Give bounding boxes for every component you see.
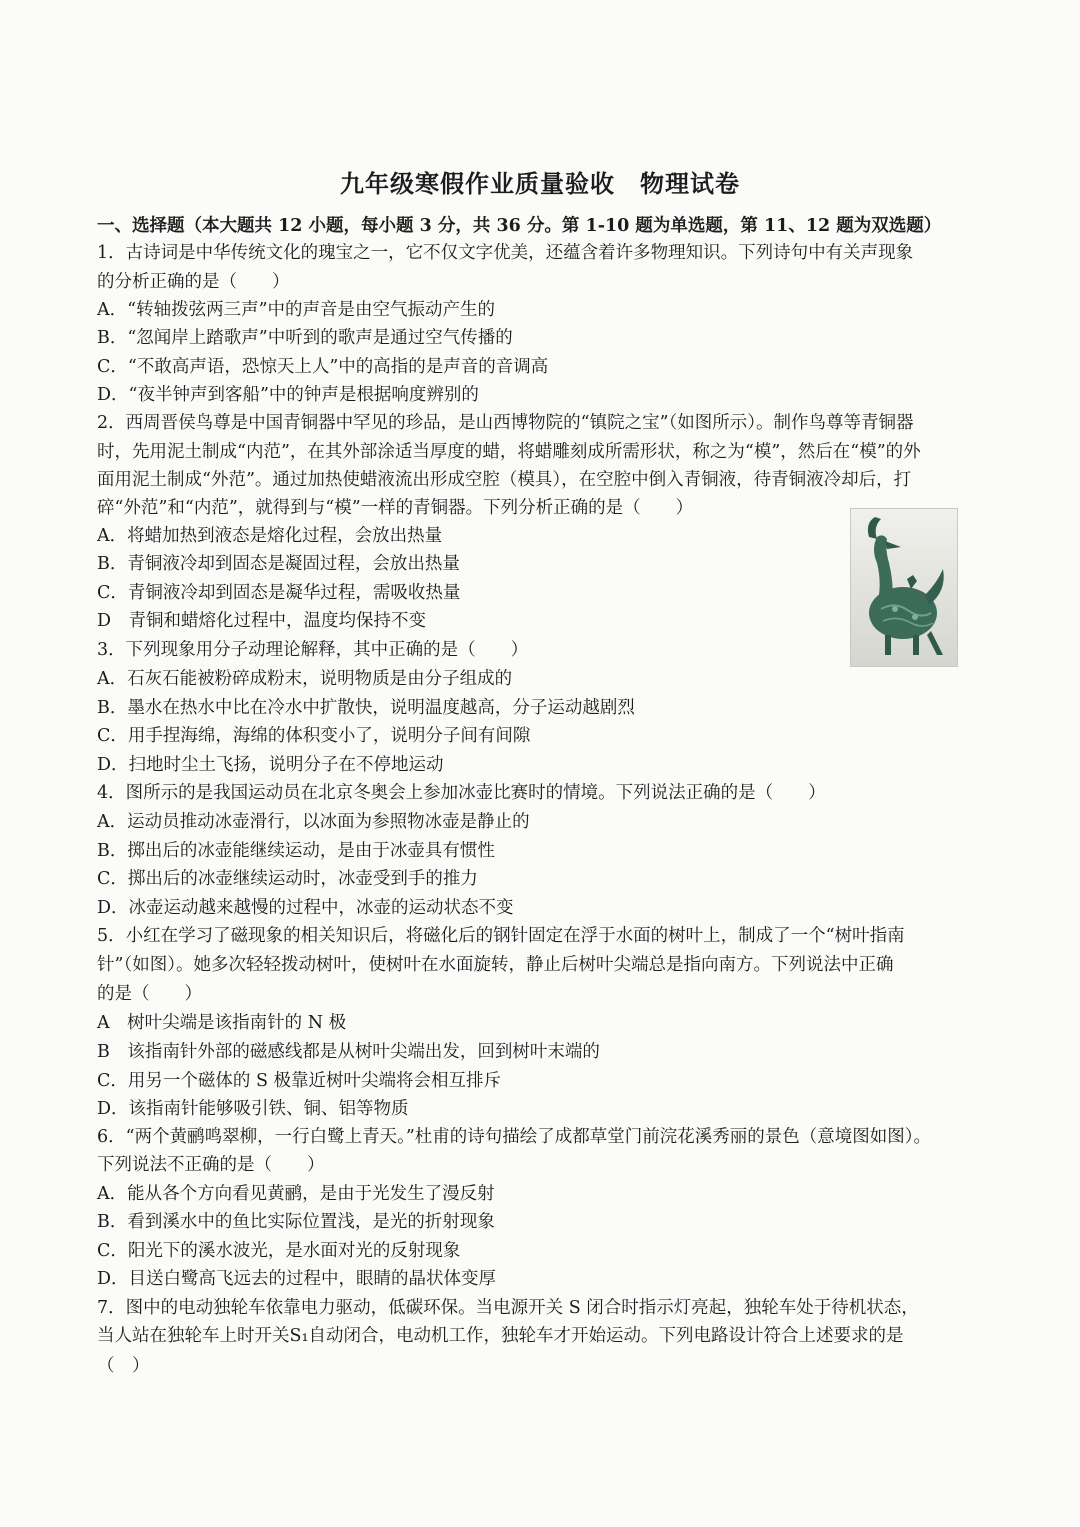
q4-option-c: C．掷出后的冰壶继续运动时，冰壶受到手的推力 (97, 869, 478, 889)
section-heading: 一、选择题（本大题共 12 小题，每小题 3 分，共 36 分。第 1-10 题为单选题，第 11、12 题为双选题） (97, 216, 942, 236)
q6-option-c: C．阳光下的溪水波光，是水面对光的反射现象 (97, 1241, 461, 1261)
q5-option-d: D．该指南针能够吸引铁、铜、铝等物质 (97, 1099, 409, 1119)
q2-stem-line-1: 2．西周晋侯鸟尊是中国青铜器中罕见的珍品，是山西博物院的“镇院之宝”（如图所示）。制作鸟尊等青铜器 (97, 413, 914, 433)
q6-option-a: A．能从各个方向看见黄鹂，是由于光发生了漫反射 (97, 1184, 495, 1204)
q3-option-b: B．墨水在热水中比在冷水中扩散快，说明温度越高，分子运动越剧烈 (97, 698, 635, 718)
q4-option-b: B．掷出后的冰壶能继续运动，是由于冰壶具有惯性 (97, 841, 495, 861)
q7-stem-line-3: （ ） (97, 1356, 150, 1376)
q1-option-b: B．“忽闻岸上踏歌声”中听到的歌声是通过空气传播的 (97, 328, 513, 348)
q1-stem-line-2: 的分析正确的是（ ） (97, 272, 290, 292)
q2-stem-line-4: 碎“外范”和“内范”，就得到与“模”一样的青铜器。下列分析正确的是（ ） (97, 498, 694, 518)
page-title: 九年级寒假作业质量验收 物理试卷 (340, 169, 740, 198)
q6-option-d: D．目送白鹭高飞远去的过程中，眼睛的晶状体变厚 (97, 1269, 497, 1289)
q3-option-d: D．扫地时尘土飞扬，说明分子在不停地运动 (97, 755, 444, 775)
q1-option-d: D．“夜半钟声到客船”中的钟声是根据响度辨别的 (97, 385, 479, 405)
q2-stem-line-3: 面用泥土制成“外范”。通过加热使蜡液流出形成空腔（模具），在空腔中倒入青铜液，待青铜液冷却后，打 (97, 470, 912, 490)
q5-option-c: C．用另一个磁体的 S 极靠近树叶尖端将会相互排斥 (97, 1071, 502, 1091)
q7-stem-line-2: 当人站在独轮车上时开关S₁自动闭合，电动机工作，独轮车才开始运动。下列电路设计符合上述要求的是 (97, 1326, 904, 1346)
q1-stem-line-1: 1．古诗词是中华传统文化的瑰宝之一，它不仅文字优美，还蕴含着许多物理知识。下列诗句中有关声现象 (97, 243, 914, 263)
q5-option-b: B 该指南针外部的磁感线都是从树叶尖端出发，回到树叶末端的 (97, 1042, 600, 1062)
q5-stem-line-3: 的是（ ） (97, 984, 202, 1004)
q3-stem-line-1: 3．下列现象用分子动理论解释，其中正确的是（ ） (97, 640, 529, 660)
q3-option-a: A．石灰石能被粉碎成粉末，说明物质是由分子组成的 (97, 669, 513, 689)
q3-option-c: C．用手捏海绵，海绵的体积变小了，说明分子间有间隙 (97, 726, 531, 746)
q2-option-b: B．青铜液冷却到固态是凝固过程，会放出热量 (97, 554, 460, 574)
q6-stem-line-2: 下列说法不正确的是（ ） (97, 1155, 325, 1175)
q2-stem-line-2: 时，先用泥土制成“内范”，在其外部涂适当厚度的蜡，将蜡雕刻成所需形状，称之为“模”，然后在“模”的外 (97, 442, 921, 462)
q2-option-a: A．将蜡加热到液态是熔化过程，会放出热量 (97, 526, 443, 546)
q6-stem-line-1: 6．“两个黄鹂鸣翠柳，一行白鹭上青天。”杜甫的诗句描绘了成都草堂门前浣花溪秀丽的景色（意境图如图）。 (97, 1127, 932, 1147)
q7-stem-line-1: 7．图中的电动独轮车依靠电力驱动，低碳环保。当电源开关 S 闭合时指示灯亮起，独轮车处于待机状态， (97, 1298, 919, 1318)
q5-stem-line-1: 5．小红在学习了磁现象的相关知识后，将磁化后的钢针固定在浮于水面的树叶上，制成了一个“树叶指南 (97, 926, 905, 946)
q2-option-c: C．青铜液冷却到固态是凝华过程，需吸收热量 (97, 583, 461, 603)
q5-option-a: A 树叶尖端是该指南针的 N 极 (97, 1013, 347, 1033)
q2-option-d: D 青铜和蜡熔化过程中，温度均保持不变 (97, 611, 427, 631)
q4-option-a: A．运动员推动冰壶滑行，以冰面为参照物冰壶是静止的 (97, 812, 530, 832)
q6-option-b: B．看到溪水中的鱼比实际位置浅，是光的折射现象 (97, 1212, 495, 1232)
q1-option-c: C．“不敢高声语，恐惊天上人”中的高指的是声音的音调高 (97, 357, 549, 377)
q1-option-a: A．“转轴拨弦两三声”中的声音是由空气振动产生的 (97, 300, 496, 320)
q4-stem-line-1: 4．图所示的是我国运动员在北京冬奥会上参加冰壶比赛时的情境。下列说法正确的是（ ） (97, 783, 826, 803)
q5-stem-line-2: 针”（如图）。她多次轻轻拨动树叶，使树叶在水面旋转，静止后树叶尖端总是指向南方。下列说法中正确 (97, 955, 894, 975)
q4-option-d: D．冰壶运动越来越慢的过程中，冰壶的运动状态不变 (97, 898, 514, 918)
